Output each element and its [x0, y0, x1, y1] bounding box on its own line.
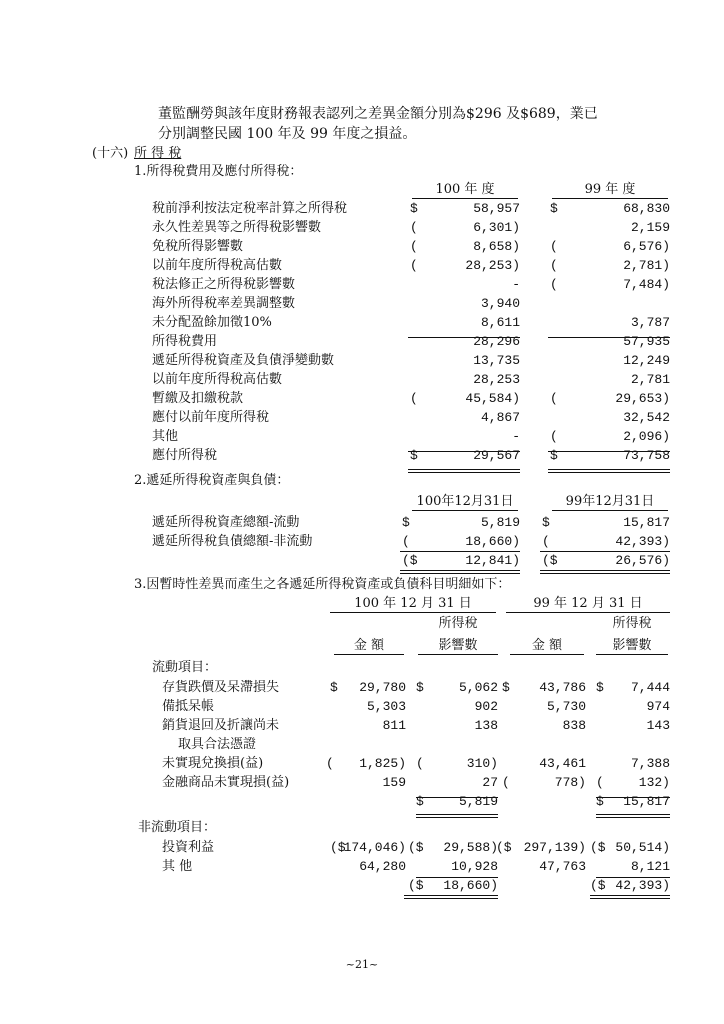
part3-tax-header-top-b: 所得稅 [612, 616, 652, 631]
tax-prefix-99: $ [596, 680, 604, 695]
row-value-100: 5,819 [480, 515, 520, 530]
row-label: 遞延所得稅資產及負債淨變動數 [152, 353, 335, 368]
part3-amount-header-b: 金 額 [531, 638, 563, 653]
row-label: 稅法修正之所得稅影響數 [152, 277, 296, 292]
tax-99: 143 [646, 718, 670, 733]
row-label: 應付以前年度所得稅 [152, 410, 270, 425]
row-label: 未實現兌換損(益) [162, 756, 264, 771]
amount-100: 1,825) [359, 756, 406, 771]
tax-prefix-100: ( [416, 756, 424, 771]
tax-prefix-100: ($ [408, 840, 424, 855]
tax-99: 132) [638, 775, 670, 790]
row-value-99: 73,758 [623, 448, 670, 463]
row-label: 備抵呆帳 [162, 699, 215, 714]
row-label: 暫繳及扣繳稅款 [152, 391, 244, 406]
tax-100: 29,588) [443, 840, 498, 855]
row-label: 其 他 [162, 859, 193, 874]
tax-prefix-99: ( [596, 775, 604, 790]
row-value-100: 8,658) [473, 239, 520, 254]
tax-100: 27 [482, 775, 498, 790]
row-prefix-100: $ [410, 448, 418, 463]
tax-prefix-99: ($ [590, 878, 606, 893]
row-label: 應付所得稅 [152, 448, 218, 463]
tax-prefix-100: $ [416, 680, 424, 695]
amount-prefix-99: ( [502, 775, 510, 790]
tax-prefix-99: $ [596, 794, 604, 809]
tax-100: 10,928 [451, 859, 498, 874]
row-prefix-100: ( [410, 258, 418, 273]
intro-line-2: 分別調整民國 100 年及 99 年度之損益。 [158, 126, 417, 142]
row-value-100: 29,567 [473, 448, 520, 463]
row-value-99: 29,653) [615, 391, 670, 406]
part2-col-b-header: 99年12月31日 [565, 494, 655, 509]
amount-99: 43,461 [539, 756, 586, 771]
tax-99: 7,444 [630, 680, 670, 695]
row-prefix-99: ( [542, 534, 550, 549]
section-number: (十六) [92, 146, 129, 161]
row-value-100: 28,253 [473, 372, 520, 387]
row-value-99: 68,830 [623, 201, 670, 216]
part3-amount-header-a: 金 額 [353, 638, 385, 653]
row-value-99: 2,096) [623, 429, 670, 444]
tax-prefix-100: ($ [408, 878, 424, 893]
row-value-100: 12,841) [465, 553, 520, 568]
row-prefix-100: ( [410, 391, 418, 406]
amount-100: 64,280 [359, 859, 406, 874]
tax-99: 15,817 [623, 794, 670, 809]
amount-100: 174,046) [343, 840, 406, 855]
row-value-100: 8,611 [480, 315, 520, 330]
row-label: 取具合法憑證 [178, 737, 257, 752]
row-prefix-100: $ [410, 201, 418, 216]
part3-tax-header-top-a: 所得稅 [438, 616, 478, 631]
row-label: 以前年度所得稅高估數 [152, 372, 283, 387]
amount-100: 159 [382, 775, 406, 790]
row-value-100: 45,584) [465, 391, 520, 406]
row-prefix-99: ( [550, 258, 558, 273]
amount-prefix-100: ($ [330, 840, 346, 855]
amount-99: 838 [562, 718, 586, 733]
row-prefix-100: $ [402, 515, 410, 530]
part1-col-a-header: 100 年 度 [435, 182, 495, 197]
tax-100: 5,062 [458, 680, 498, 695]
row-label: 銷貨退回及折讓尚未 [162, 718, 280, 733]
page-number: ~21~ [345, 958, 379, 971]
row-value-99: 2,781) [623, 258, 670, 273]
row-prefix-99: ( [550, 277, 558, 292]
tax-99: 50,514) [615, 840, 670, 855]
tax-100: 902 [474, 699, 498, 714]
part1-col-b-header: 99 年 度 [584, 182, 636, 197]
row-value-99: 6,576) [623, 239, 670, 254]
row-value-99: 32,542 [623, 410, 670, 425]
row-value-99: 57,935 [623, 334, 670, 349]
row-value-99: 7,484) [623, 277, 670, 292]
row-value-99: 12,249 [623, 353, 670, 368]
row-value-100: 28,296 [473, 334, 520, 349]
amount-99: 47,763 [539, 859, 586, 874]
row-value-100: 6,301) [473, 220, 520, 235]
amount-100: 29,780 [359, 680, 406, 695]
tax-prefix-100: $ [416, 794, 424, 809]
tax-99: 7,388 [630, 756, 670, 771]
row-label: 稅前淨利按法定稅率計算之所得稅 [152, 201, 348, 216]
part2-col-a-header: 100年12月31日 [416, 494, 514, 509]
row-prefix-100: ( [410, 220, 418, 235]
row-value-100: 28,253) [465, 258, 520, 273]
row-value-100: - [512, 277, 520, 292]
tax-99: 42,393) [615, 878, 670, 893]
tax-100: 310) [466, 756, 498, 771]
row-value-100: 58,957 [473, 201, 520, 216]
row-prefix-99: $ [542, 515, 550, 530]
amount-prefix-99: $ [502, 680, 510, 695]
row-prefix-99: $ [550, 448, 558, 463]
row-value-100: - [512, 429, 520, 444]
amount-99: 778) [554, 775, 586, 790]
tax-100: 18,660) [443, 878, 498, 893]
amount-prefix-100: ( [326, 756, 334, 771]
tax-100: 138 [474, 718, 498, 733]
row-label: 永久性差異等之所得稅影響數 [152, 220, 322, 235]
row-label: 金融商品未實現損(益) [162, 775, 290, 790]
row-label: 其他 [152, 429, 179, 444]
row-prefix-100: ( [410, 239, 418, 254]
row-label: 以前年度所得稅高估數 [152, 258, 283, 273]
part3-col-a-header: 100 年 12 月 31 日 [354, 596, 472, 611]
part1-heading: 1.所得稅費用及應付所得稅： [134, 164, 303, 179]
row-prefix-99: ( [550, 391, 558, 406]
amount-99: 43,786 [539, 680, 586, 695]
tax-99: 974 [646, 699, 670, 714]
row-value-100: 13,735 [473, 353, 520, 368]
row-value-99: 42,393) [615, 534, 670, 549]
row-label: 所得稅費用 [152, 334, 218, 349]
amount-100: 5,303 [366, 699, 406, 714]
row-value-100: 18,660) [465, 534, 520, 549]
row-label: 未分配盈餘加徵10% [152, 315, 272, 330]
row-prefix-99: ( [550, 429, 558, 444]
current-items-label: 流動項目： [152, 660, 218, 675]
row-value-99: 2,159 [630, 220, 670, 235]
row-label: 投資利益 [162, 840, 215, 855]
noncurrent-items-label: 非流動項目： [138, 820, 217, 835]
tax-100: 5,819 [458, 794, 498, 809]
part3-col-b-header: 99 年 12 月 31 日 [533, 596, 643, 611]
row-label: 遞延所得稅資產總額-流動 [152, 515, 300, 530]
amount-prefix-100: $ [330, 680, 338, 695]
row-prefix-99: ( [550, 239, 558, 254]
row-label: 遞延所得稅負債總額-非流動 [152, 534, 313, 549]
part3-heading: 3.因暫時性差異而產生之各遞延所得稅資產或負債科目明細如下： [134, 577, 511, 592]
row-label: 免稅所得影響數 [152, 239, 244, 254]
amount-prefix-99: ($ [496, 840, 512, 855]
row-prefix-99: ($ [542, 553, 558, 568]
row-value-100: 3,940 [480, 296, 520, 311]
tax-99: 8,121 [630, 859, 670, 874]
amount-99: 5,730 [546, 699, 586, 714]
part3-tax-header-bottom-b: 影響數 [612, 638, 652, 653]
row-value-100: 4,867 [480, 410, 520, 425]
section-title: 所 得 稅 [134, 146, 182, 161]
row-prefix-100: ($ [402, 553, 418, 568]
row-label: 海外所得稅率差異調整數 [152, 296, 296, 311]
tax-prefix-99: ($ [590, 840, 606, 855]
row-value-99: 2,781 [630, 372, 670, 387]
intro-line-1: 董監酬勞與該年度財務報表認列之差異金額分別為$296 及$689，業已 [158, 106, 598, 122]
row-prefix-99: $ [550, 201, 558, 216]
amount-99: 297,139) [523, 840, 586, 855]
amount-100: 811 [382, 718, 406, 733]
row-prefix-100: ( [402, 534, 410, 549]
row-value-99: 15,817 [623, 515, 670, 530]
row-label: 存貨跌價及呆滯損失 [162, 680, 280, 695]
part2-heading: 2.遞延所得稅資產與負債： [134, 473, 290, 488]
row-value-99: 3,787 [630, 315, 670, 330]
row-value-99: 26,576) [615, 553, 670, 568]
part3-tax-header-bottom-a: 影響數 [438, 638, 478, 653]
